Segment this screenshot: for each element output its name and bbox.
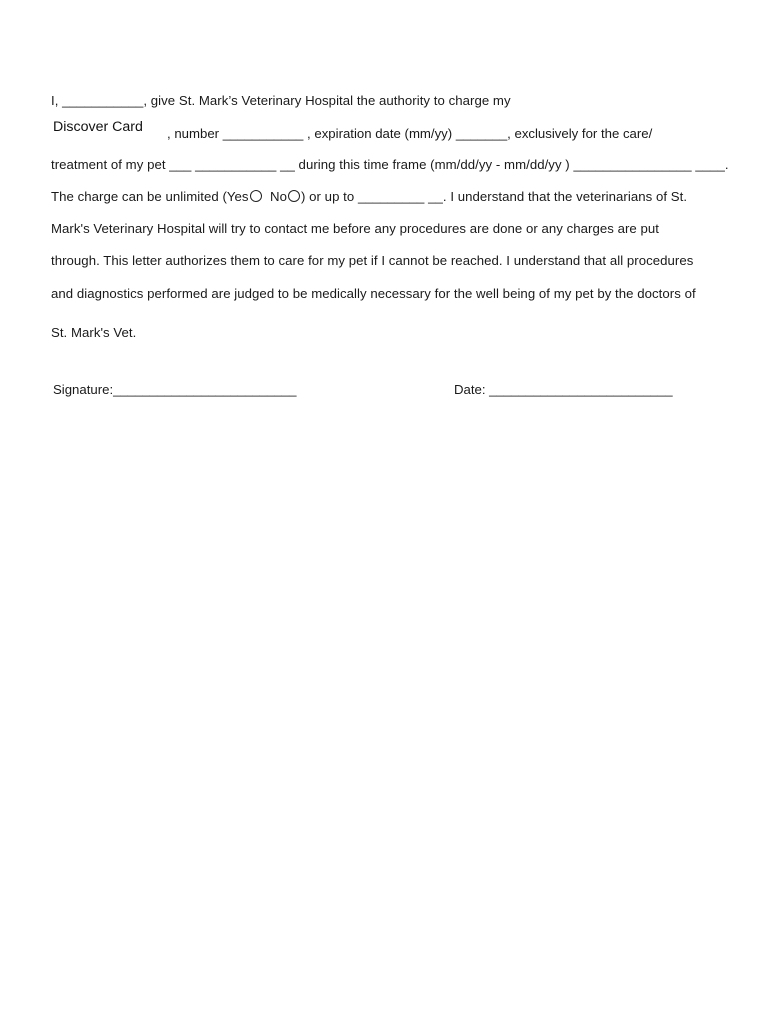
medical-necessity-line: and diagnostics performed are judged to be medically necessary for the well being of my pet by the doctors of (51, 286, 696, 301)
date-field[interactable]: Date: _________________________ (454, 382, 673, 397)
signature-field[interactable]: Signature:_________________________ (53, 382, 297, 397)
yes-radio[interactable] (250, 190, 262, 202)
authorization-line-1: I, ___________, give St. Mark’s Veterinary Hospital the authority to charge my (51, 93, 511, 108)
charge-limit-prefix: The charge can be unlimited (Yes (51, 189, 249, 204)
charge-limit-suffix: ) or up to _________ __. I understand that the veterinarians of St. (300, 189, 688, 204)
contact-line: Mark's Veterinary Hospital will try to contact me before any procedures are done or any charges are put (51, 221, 659, 236)
authorization-care-line: through. This letter authorizes them to care for my pet if I cannot be reached. I understand that all procedures (51, 253, 694, 268)
clinic-name-line: St. Mark's Vet. (51, 325, 137, 340)
charge-limit-line (51, 189, 687, 204)
card-details-line: , number ___________ , expiration date (mm/yy) _______, exclusively for the care/ (167, 126, 653, 141)
card-type-field[interactable]: Discover Card (53, 119, 143, 135)
no-label: No (270, 189, 287, 204)
pet-timeframe-line: treatment of my pet ___ ___________ __ during this time frame (mm/dd/yy - mm/dd/yy ) ________________ ____. (51, 157, 729, 172)
no-radio[interactable] (288, 190, 300, 202)
